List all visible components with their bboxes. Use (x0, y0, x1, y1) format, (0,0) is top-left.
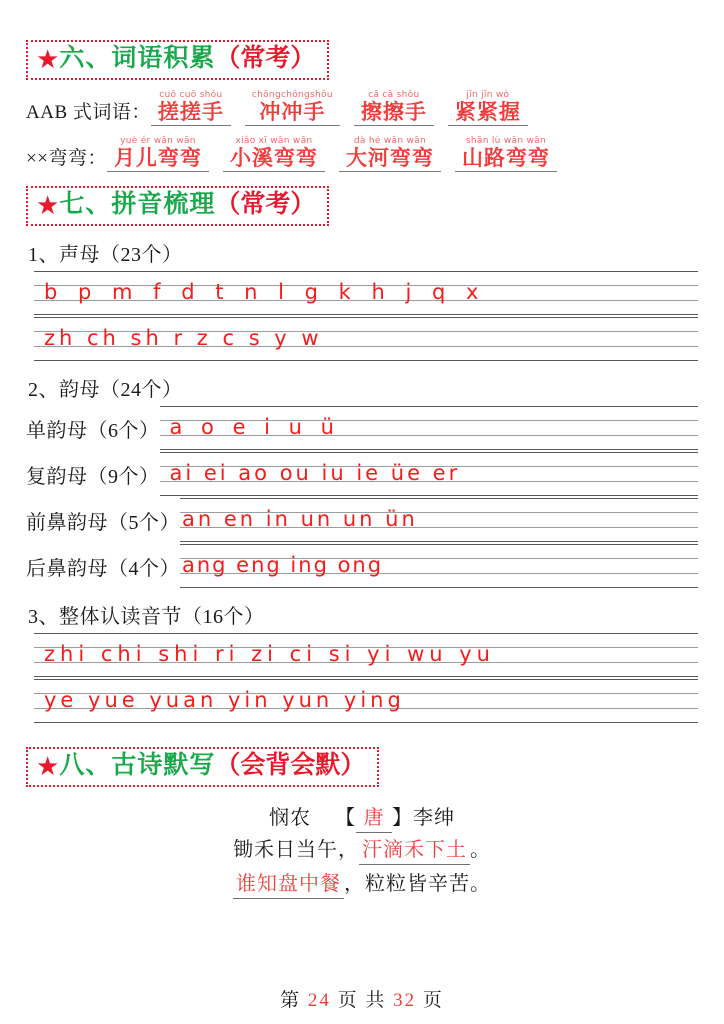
grid-line (34, 722, 698, 723)
section-heading-seven (26, 186, 329, 226)
footer-total-pages: 32 (393, 990, 417, 1011)
word-pinyin: jǐn jǐn wò (466, 90, 510, 100)
shengmu-letters-row2: zh ch sh r z c s y w (44, 326, 323, 350)
footer-suffix: 页 (422, 990, 444, 1011)
yunmu-label: 单韵母（6个） (26, 419, 160, 442)
poem-line-1-answer[interactable]: 汗滴禾下土 (359, 837, 470, 865)
section-heading-eight (26, 747, 379, 787)
poem-line-1-plain-b: 。 (470, 839, 491, 861)
shengmu-heading: 1、声母（23个） (28, 244, 183, 266)
word-row-wanwan (26, 136, 698, 172)
bracket-open: 【 (335, 807, 356, 829)
word-item-list (107, 136, 698, 172)
word-row-label: AAB 式词语： (26, 102, 151, 123)
footer-mid: 页 共 (337, 990, 387, 1011)
poem-block (26, 801, 698, 901)
grid-line (34, 314, 698, 315)
word-cell (354, 90, 434, 126)
zhengti-grid-2 (26, 679, 698, 723)
yunmu-letters-dan: a o e i u ü (169, 415, 340, 439)
footer-page-number: 24 (307, 990, 331, 1011)
yunmu-row-fu (26, 452, 698, 496)
grid-line (180, 587, 698, 588)
word-cell (223, 136, 325, 172)
yunmu-label: 后鼻韵母（4个） (26, 557, 180, 580)
grid-line (180, 541, 698, 542)
poem-title-line (26, 801, 698, 833)
word-pinyin: cā cā shǒu (368, 90, 420, 100)
yunmu-letters-fu: ai ei ao ou iu ie üe er (169, 461, 461, 485)
poem-line-1-plain-a: 锄禾日当午， (233, 839, 359, 861)
grid-line (34, 676, 698, 677)
star-icon: ★ (36, 752, 60, 781)
shengmu-grid-2 (26, 317, 698, 361)
section-six-title: 六、词语积累 (59, 43, 216, 72)
word-text: 大河弯弯 (345, 145, 434, 170)
word-text: 搓搓手 (157, 99, 224, 124)
yunmu-label: 前鼻韵母（5个） (26, 511, 180, 534)
yunmu-letters-houbi: ang eng ing ong (182, 553, 384, 577)
star-icon: ★ (36, 191, 60, 220)
word-cell (151, 90, 231, 126)
bracket-close: 】 (392, 807, 413, 829)
section-seven-note: （常考） (215, 189, 316, 218)
grid-line (160, 495, 699, 496)
section-eight-title: 八、古诗默写 (59, 750, 216, 779)
word-pinyin: dà hé wān wān (353, 136, 426, 146)
word-cell (339, 136, 441, 172)
word-pinyin: yuè ér wān wān (120, 136, 196, 146)
section-heading-six (26, 40, 329, 80)
word-pinyin: cuō cuō shǒu (159, 90, 223, 100)
word-cell (448, 90, 528, 126)
zhengti-letters-row2: ye yue yuan yin yun ying (44, 688, 405, 712)
yunmu-label: 复韵母（9个） (26, 465, 160, 488)
section-seven-title: 七、拼音梳理 (59, 189, 216, 218)
star-icon: ★ (36, 45, 60, 74)
poem-author: 李绅 (413, 807, 455, 829)
word-cell (455, 136, 557, 172)
word-cell (245, 90, 340, 126)
footer-prefix: 第 (280, 990, 302, 1011)
zhengti-grid-1 (26, 633, 698, 677)
grid-line (34, 360, 698, 361)
yunmu-row-qianbi (26, 498, 698, 542)
yunmu-row-houbi (26, 544, 698, 588)
word-cell (107, 136, 209, 172)
yunmu-row-dan (26, 406, 698, 450)
word-text: 山路弯弯 (461, 145, 550, 170)
word-text: 月儿弯弯 (113, 145, 202, 170)
shengmu-grid-1 (26, 271, 698, 315)
word-text: 冲冲手 (259, 99, 326, 124)
poem-line-2-answer[interactable]: 谁知盘中餐 (233, 871, 344, 899)
word-pinyin: chōngchōngshǒu (251, 90, 333, 100)
poem-title: 悯农 (269, 807, 311, 829)
section-six-note: （常考） (215, 43, 316, 72)
word-text: 擦擦手 (360, 99, 427, 124)
poem-dynasty-blank[interactable]: 唐 (356, 805, 392, 833)
word-text: 小溪弯弯 (229, 145, 318, 170)
word-row-aab (26, 90, 698, 126)
page-footer (0, 985, 724, 1012)
poem-line-1 (26, 833, 698, 867)
word-pinyin: xiǎo xī wān wān (235, 136, 313, 146)
word-pinyin: shān lù wān wān (465, 136, 546, 146)
yunmu-heading: 2、韵母（24个） (28, 379, 183, 401)
shengmu-letters-row1: b p m f d t n l g k h j q x (44, 280, 486, 304)
grid-line (160, 449, 699, 450)
yunmu-letters-qianbi: an en in un un ün (182, 507, 418, 531)
zhengti-letters-row1: zhi chi shi ri zi ci si yi wu yu (44, 642, 495, 666)
word-row-label: ××弯弯： (26, 148, 107, 169)
word-item-list (151, 90, 698, 126)
zhengti-heading: 3、整体认读音节（16个） (28, 606, 265, 628)
poem-line-2-plain-b: ，粒粒皆辛苦。 (344, 873, 491, 895)
word-text: 紧紧握 (454, 99, 521, 124)
poem-line-2 (26, 867, 698, 901)
section-eight-note: （会背会默） (215, 750, 366, 779)
